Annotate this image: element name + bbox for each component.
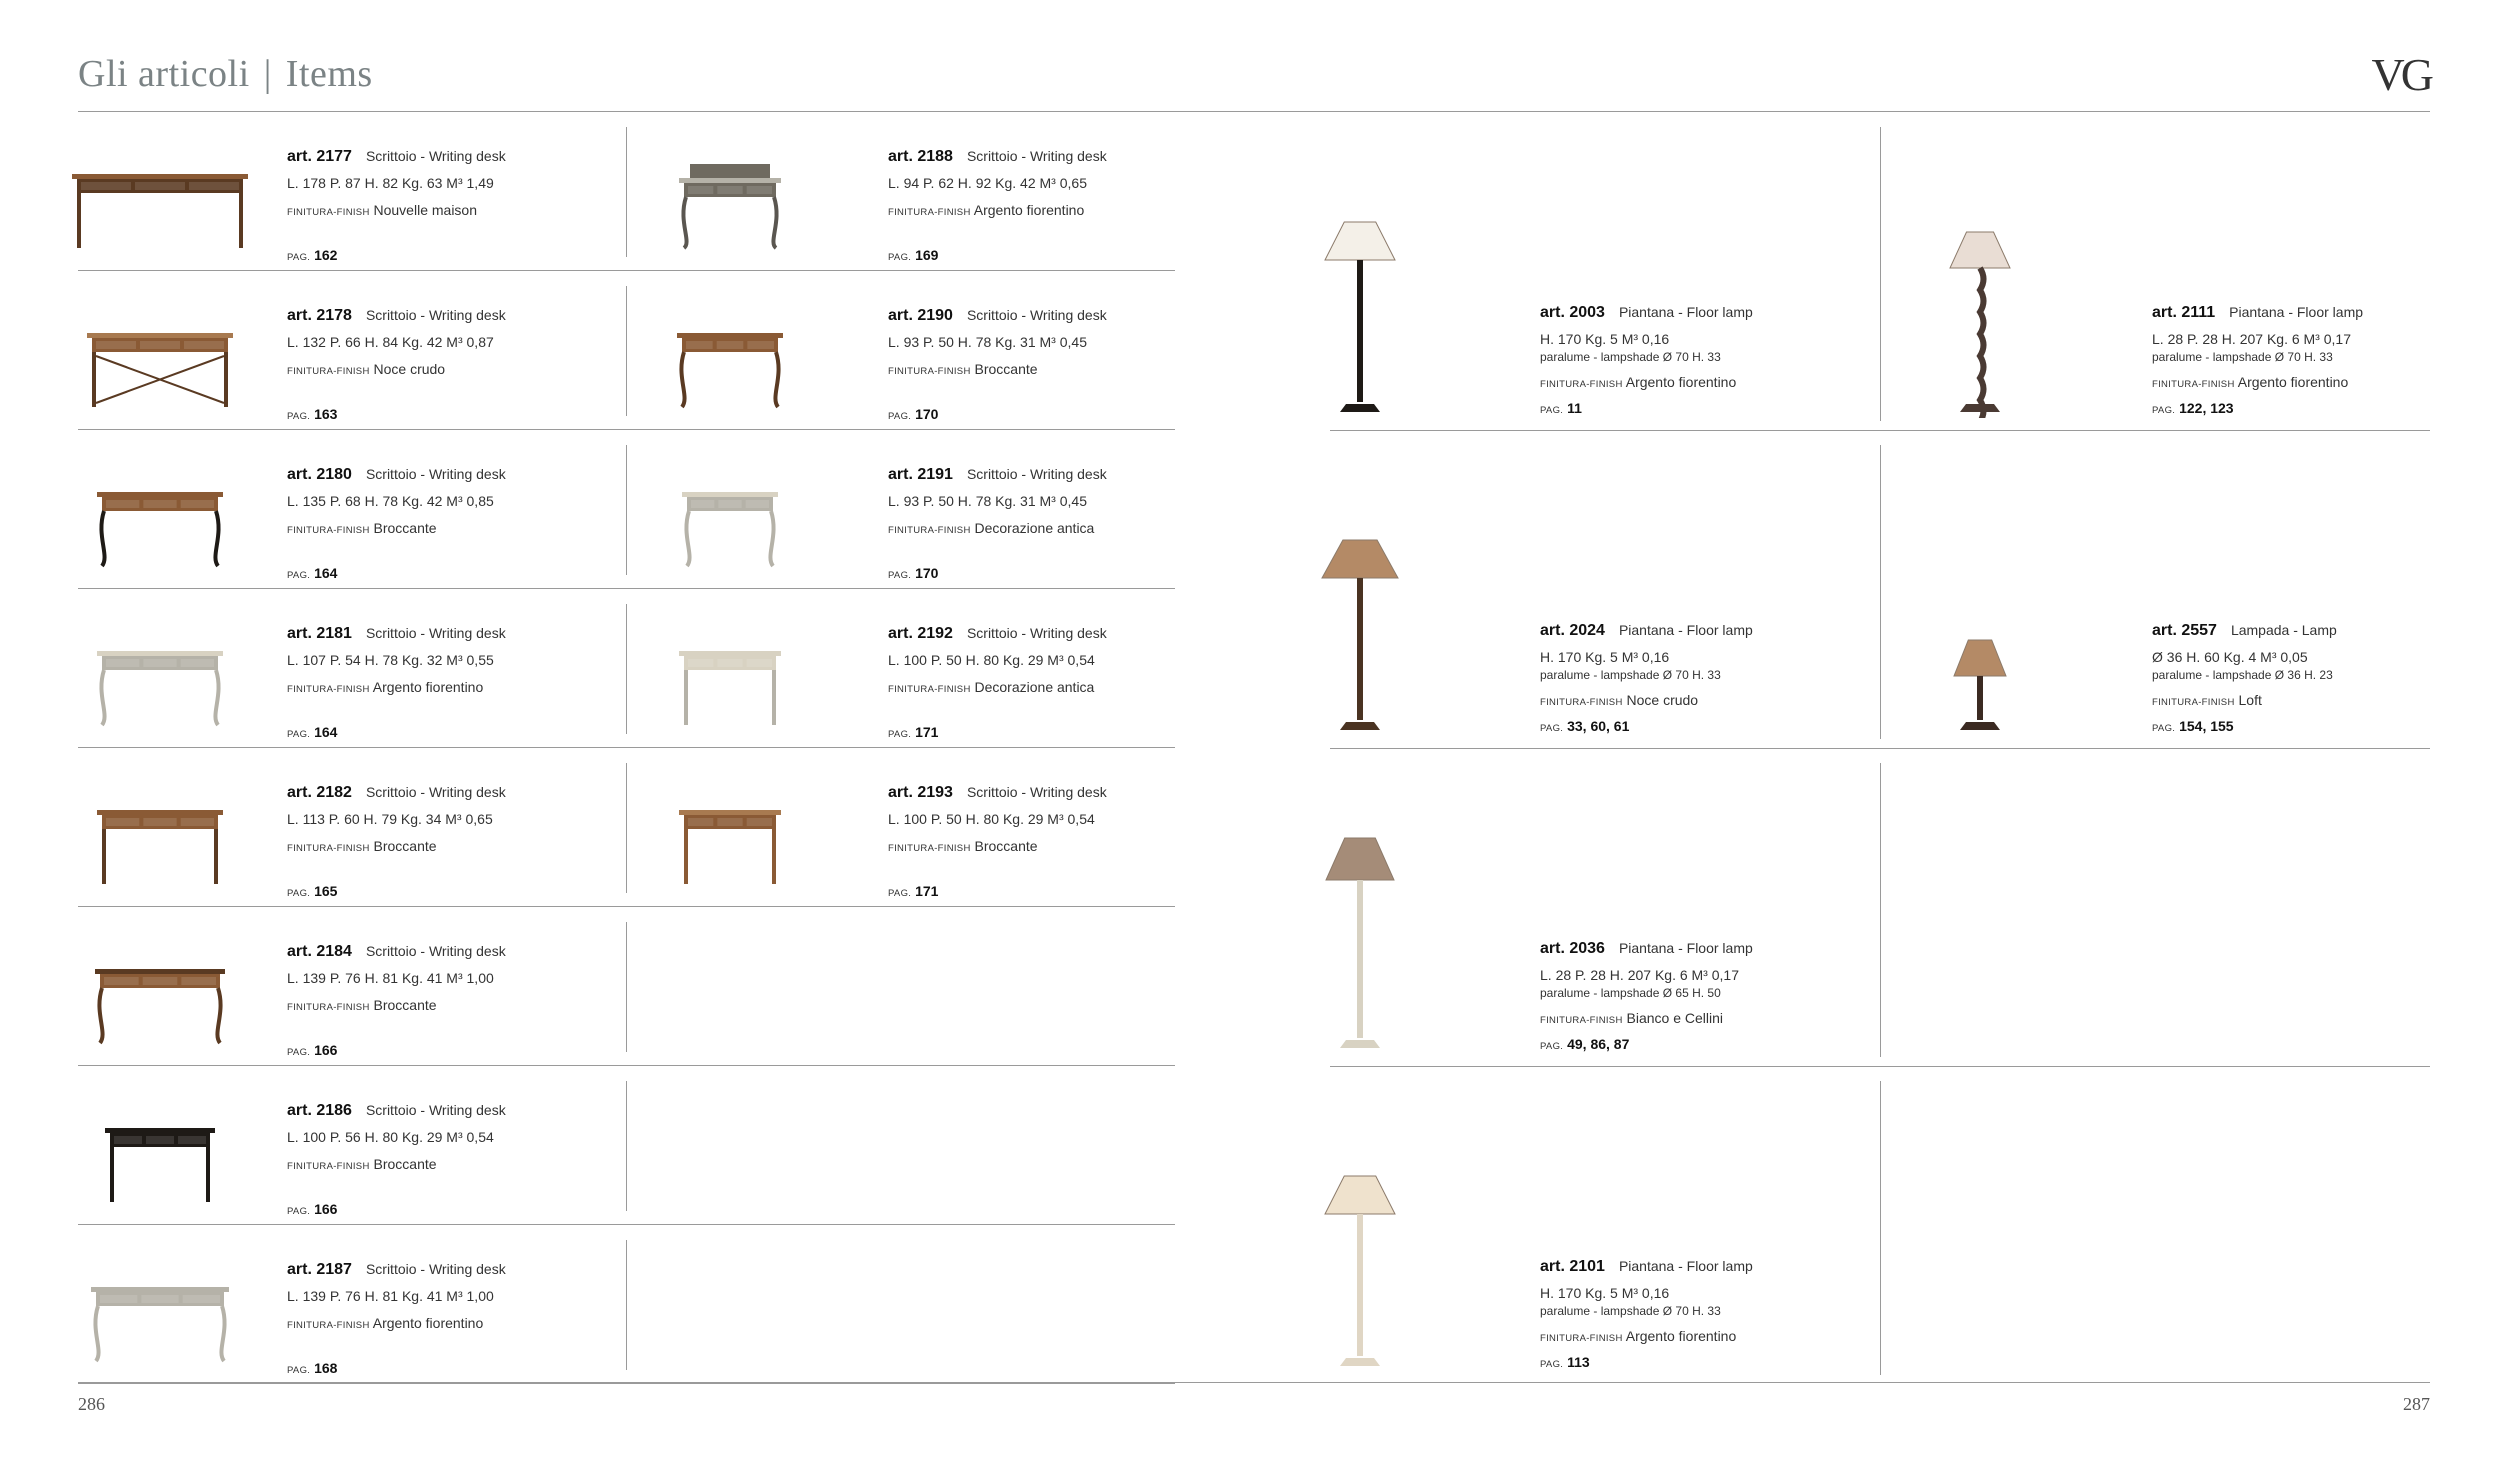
article-description: Scrittoio - Writing desk (365, 307, 506, 323)
writing-desk-image (640, 792, 820, 892)
catalog-page-ref (1540, 1354, 1590, 1370)
writing-desk-image (640, 315, 820, 415)
article-finish (287, 997, 437, 1013)
column-divider (626, 922, 627, 1052)
catalog-page-ref (287, 247, 337, 263)
pag-value: 163 (314, 406, 338, 422)
article-description: Scrittoio - Writing desk (365, 1102, 506, 1118)
article-number: art. 2178 (287, 307, 352, 324)
pag-label: PAG. (1540, 723, 1564, 734)
lampshade-size: paralume - lampshade Ø 70 H. 33 (2152, 350, 2333, 364)
desk-thumbnail (70, 1110, 250, 1215)
pag-value: 171 (915, 724, 939, 740)
page-number-right: 287 (2403, 1394, 2430, 1414)
article-number: art. 2557 (2152, 622, 2217, 639)
article-description: Scrittoio - Writing desk (365, 1261, 506, 1277)
article-finish (287, 202, 477, 218)
desk-title (888, 307, 1107, 325)
pag-label: PAG. (287, 252, 311, 263)
article-description: Scrittoio - Writing desk (365, 148, 506, 164)
desk-title (287, 466, 506, 484)
lamp-thumbnail (1925, 506, 2035, 741)
lamp-title (1540, 940, 1753, 958)
row-divider (78, 1224, 1175, 1225)
article-description: Scrittoio - Writing desk (966, 148, 1107, 164)
desk-thumbnail (70, 474, 250, 579)
article-dimensions: H. 170 Kg. 5 M³ 0,16 (1540, 331, 1670, 347)
article-description: Scrittoio - Writing desk (966, 466, 1107, 482)
finish-label: FINITURA-FINISH (1540, 1333, 1623, 1344)
catalog-page-ref (888, 247, 938, 263)
article-number: art. 2101 (1540, 1258, 1605, 1275)
catalog-page-ref (2152, 718, 2234, 734)
article-description: Scrittoio - Writing desk (365, 784, 506, 800)
writing-desk-image (640, 474, 820, 574)
writing-desk-image (70, 474, 250, 574)
article-number: art. 2192 (888, 625, 953, 642)
pag-value: 164 (314, 724, 338, 740)
pag-value: 113 (1567, 1354, 1590, 1370)
article-number: art. 2036 (1540, 940, 1605, 957)
floor-lamp-image (1305, 188, 1415, 418)
article-finish (1540, 692, 1698, 708)
finish-label: FINITURA-FINISH (888, 843, 971, 854)
desk-title (888, 466, 1107, 484)
pag-label: PAG. (287, 1206, 311, 1217)
article-number: art. 2190 (888, 307, 953, 324)
desk-thumbnail (70, 156, 250, 261)
catalog-page-ref (1540, 400, 1582, 416)
column-divider (626, 1240, 627, 1370)
desk-title (287, 307, 506, 325)
finish-label: FINITURA-FINISH (888, 525, 971, 536)
catalog-page-ref (287, 883, 337, 899)
article-finish (888, 679, 1094, 695)
finish-value: Decorazione antica (974, 679, 1095, 695)
finish-label: FINITURA-FINISH (2152, 697, 2235, 708)
desk-thumbnail (640, 156, 820, 261)
catalog-page-ref (287, 1360, 337, 1376)
desk-thumbnail (640, 633, 820, 738)
article-finish (888, 520, 1094, 536)
article-description: Piantana - Floor lamp (1618, 304, 1753, 320)
footer-rule (78, 1382, 2430, 1383)
desk-thumbnail (70, 792, 250, 897)
article-dimensions: L. 93 P. 50 H. 78 Kg. 31 M³ 0,45 (888, 334, 1087, 350)
lamp-title (1540, 1258, 1753, 1276)
column-divider (626, 604, 627, 734)
pag-value: 170 (915, 406, 939, 422)
header-rule (78, 111, 2430, 112)
finish-value: Broccante (373, 997, 437, 1013)
writing-desk-image (640, 156, 820, 256)
finish-value: Broccante (974, 838, 1038, 854)
article-dimensions: L. 28 P. 28 H. 207 Kg. 6 M³ 0,17 (2152, 331, 2351, 347)
desk-title (888, 148, 1107, 166)
pag-label: PAG. (287, 570, 311, 581)
title-separator: | (263, 53, 272, 95)
desk-thumbnail (70, 315, 250, 420)
finish-value: Noce crudo (373, 361, 446, 377)
finish-value: Argento fiorentino (973, 202, 1085, 218)
finish-label: FINITURA-FINISH (287, 843, 370, 854)
article-number: art. 2024 (1540, 622, 1605, 639)
finish-label: FINITURA-FINISH (287, 207, 370, 218)
desk-thumbnail (70, 633, 250, 738)
desk-thumbnail (70, 1269, 250, 1374)
finish-value: Bianco e Cellini (1626, 1010, 1723, 1026)
finish-label: FINITURA-FINISH (1540, 1015, 1623, 1026)
article-finish (287, 679, 483, 695)
row-divider (78, 906, 1175, 907)
title-english: Items (285, 53, 373, 95)
lamp-thumbnail (1305, 824, 1415, 1059)
article-number: art. 2181 (287, 625, 352, 642)
catalog-page-ref (1540, 1036, 1629, 1052)
finish-label: FINITURA-FINISH (287, 1320, 370, 1331)
article-dimensions: L. 94 P. 62 H. 92 Kg. 42 M³ 0,65 (888, 175, 1087, 191)
column-divider (1880, 1081, 1881, 1375)
pag-label: PAG. (287, 411, 311, 422)
lampshade-size: paralume - lampshade Ø 36 H. 23 (2152, 668, 2333, 682)
catalog-page-ref (888, 565, 938, 581)
article-dimensions: L. 135 P. 68 H. 78 Kg. 42 M³ 0,85 (287, 493, 494, 509)
column-divider (626, 445, 627, 575)
finish-label: FINITURA-FINISH (287, 1002, 370, 1013)
finish-label: FINITURA-FINISH (888, 366, 971, 377)
row-divider (78, 1065, 1175, 1066)
row-divider (1330, 430, 2430, 431)
floor-lamp-image (1305, 506, 1415, 736)
writing-desk-image (70, 951, 250, 1051)
catalog-page-ref (2152, 400, 2234, 416)
column-divider (626, 1081, 627, 1211)
finish-label: FINITURA-FINISH (287, 366, 370, 377)
floor-lamp-image (1305, 824, 1415, 1054)
article-number: art. 2180 (287, 466, 352, 483)
finish-value: Broccante (373, 1156, 437, 1172)
finish-value: Broccante (373, 838, 437, 854)
pag-value: 154, 155 (2179, 718, 2234, 734)
writing-desk-image (70, 315, 250, 415)
writing-desk-image (640, 633, 820, 733)
column-divider (1880, 445, 1881, 739)
finish-value: Argento fiorentino (372, 1315, 484, 1331)
article-finish (888, 202, 1084, 218)
desk-title (287, 943, 506, 961)
writing-desk-image (70, 156, 250, 256)
article-number: art. 2177 (287, 148, 352, 165)
article-number: art. 2191 (888, 466, 953, 483)
finish-label: FINITURA-FINISH (1540, 379, 1623, 390)
finish-value: Argento fiorentino (1625, 1328, 1737, 1344)
pag-value: 122, 123 (2179, 400, 2234, 416)
pag-value: 166 (314, 1042, 338, 1058)
article-description: Piantana - Floor lamp (1618, 622, 1753, 638)
finish-label: FINITURA-FINISH (287, 525, 370, 536)
page-number-left: 286 (78, 1394, 105, 1414)
pag-label: PAG. (888, 729, 912, 740)
lampshade-size: paralume - lampshade Ø 70 H. 33 (1540, 350, 1721, 364)
article-description: Scrittoio - Writing desk (966, 625, 1107, 641)
lampshade-size: paralume - lampshade Ø 70 H. 33 (1540, 668, 1721, 682)
writing-desk-image (70, 1269, 250, 1369)
article-number: art. 2187 (287, 1261, 352, 1278)
article-finish (2152, 374, 2348, 390)
article-dimensions: L. 107 P. 54 H. 78 Kg. 32 M³ 0,55 (287, 652, 494, 668)
finish-label: FINITURA-FINISH (287, 1161, 370, 1172)
row-divider (1330, 1066, 2430, 1067)
article-finish (1540, 374, 1736, 390)
article-number: art. 2188 (888, 148, 953, 165)
row-divider (1330, 748, 2430, 749)
pag-label: PAG. (2152, 405, 2176, 416)
pag-label: PAG. (287, 888, 311, 899)
pag-label: PAG. (2152, 723, 2176, 734)
pag-value: 33, 60, 61 (1567, 718, 1630, 734)
title-italian: Gli articoli (78, 53, 250, 95)
finish-label: FINITURA-FINISH (1540, 697, 1623, 708)
finish-value: Nouvelle maison (373, 202, 477, 218)
desk-title (287, 148, 506, 166)
desk-thumbnail (70, 951, 250, 1056)
floor-lamp-image (1305, 1142, 1415, 1372)
column-divider (1880, 763, 1881, 1057)
finish-value: Argento fiorentino (2237, 374, 2349, 390)
finish-label: FINITURA-FINISH (888, 207, 971, 218)
desk-thumbnail (640, 474, 820, 579)
catalog-page-ref (888, 724, 938, 740)
catalog-page-ref (287, 406, 337, 422)
pag-value: 164 (314, 565, 338, 581)
article-number: art. 2186 (287, 1102, 352, 1119)
catalog-page-ref (287, 724, 337, 740)
article-description: Scrittoio - Writing desk (966, 307, 1107, 323)
desk-title (888, 784, 1107, 802)
article-number: art. 2003 (1540, 304, 1605, 321)
row-divider (78, 429, 1175, 430)
finish-label: FINITURA-FINISH (888, 684, 971, 695)
floor-lamp-image (1925, 188, 2035, 418)
desk-title (287, 784, 506, 802)
desk-thumbnail (640, 792, 820, 897)
lampshade-size: paralume - lampshade Ø 70 H. 33 (1540, 1304, 1721, 1318)
pag-value: 165 (314, 883, 338, 899)
lampshade-size: paralume - lampshade Ø 65 H. 50 (1540, 986, 1721, 1000)
pag-label: PAG. (287, 1047, 311, 1058)
desk-title (287, 1102, 506, 1120)
article-finish (888, 838, 1038, 854)
column-divider (626, 127, 627, 257)
desk-title (287, 625, 506, 643)
article-dimensions: L. 100 P. 50 H. 80 Kg. 29 M³ 0,54 (888, 652, 1095, 668)
pag-value: 168 (314, 1360, 338, 1376)
row-divider (78, 588, 1175, 589)
column-divider (1880, 127, 1881, 421)
article-finish (1540, 1328, 1736, 1344)
article-description: Lampada - Lamp (2230, 622, 2337, 638)
article-dimensions: L. 93 P. 50 H. 78 Kg. 31 M³ 0,45 (888, 493, 1087, 509)
article-finish (287, 1156, 437, 1172)
article-dimensions: Ø 36 H. 60 Kg. 4 M³ 0,05 (2152, 649, 2308, 665)
article-dimensions: L. 100 P. 50 H. 80 Kg. 29 M³ 0,54 (888, 811, 1095, 827)
finish-label: FINITURA-FINISH (287, 684, 370, 695)
catalog-page-ref (287, 1201, 337, 1217)
article-number: art. 2111 (2152, 304, 2216, 321)
writing-desk-image (70, 633, 250, 733)
row-divider (78, 270, 1175, 271)
lamp-thumbnail (1305, 1142, 1415, 1377)
brand-logo: VG (2371, 49, 2430, 100)
article-dimensions: L. 28 P. 28 H. 207 Kg. 6 M³ 0,17 (1540, 967, 1739, 983)
catalog-page-ref (1540, 718, 1629, 734)
pag-label: PAG. (888, 888, 912, 899)
pag-value: 171 (915, 883, 939, 899)
desk-title (287, 1261, 506, 1279)
writing-desk-image (70, 1110, 250, 1210)
row-divider (78, 747, 1175, 748)
pag-value: 170 (915, 565, 939, 581)
pag-value: 169 (915, 247, 939, 263)
finish-value: Loft (2238, 692, 2262, 708)
catalog-page-ref (888, 883, 938, 899)
column-divider (626, 286, 627, 416)
article-description: Scrittoio - Writing desk (966, 784, 1107, 800)
article-finish (287, 361, 445, 377)
pag-label: PAG. (1540, 1041, 1564, 1052)
article-dimensions: L. 178 P. 87 H. 82 Kg. 63 M³ 1,49 (287, 175, 494, 191)
article-finish (2152, 692, 2262, 708)
article-number: art. 2182 (287, 784, 352, 801)
article-finish (287, 520, 437, 536)
page-title (78, 52, 373, 96)
article-number: art. 2184 (287, 943, 352, 960)
pag-value: 162 (314, 247, 338, 263)
finish-label: FINITURA-FINISH (2152, 379, 2235, 390)
lamp-thumbnail (1305, 506, 1415, 741)
writing-desk-image (70, 792, 250, 892)
desk-title (888, 625, 1107, 643)
finish-value: Broccante (373, 520, 437, 536)
article-dimensions: H. 170 Kg. 5 M³ 0,16 (1540, 649, 1670, 665)
lamp-title (1540, 304, 1753, 322)
article-dimensions: L. 100 P. 56 H. 80 Kg. 29 M³ 0,54 (287, 1129, 494, 1145)
article-dimensions: L. 113 P. 60 H. 79 Kg. 34 M³ 0,65 (287, 811, 493, 827)
article-finish (888, 361, 1038, 377)
pag-label: PAG. (287, 1365, 311, 1376)
finish-value: Argento fiorentino (1625, 374, 1737, 390)
finish-value: Noce crudo (1626, 692, 1699, 708)
table-lamp-image (1925, 506, 2035, 736)
finish-value: Argento fiorentino (372, 679, 484, 695)
finish-value: Decorazione antica (974, 520, 1095, 536)
column-divider (626, 763, 627, 893)
finish-value: Broccante (974, 361, 1038, 377)
article-description: Scrittoio - Writing desk (365, 943, 506, 959)
lamp-thumbnail (1305, 188, 1415, 423)
lamp-thumbnail (1925, 188, 2035, 423)
catalog-page-ref (888, 406, 938, 422)
catalog-page-ref (287, 565, 337, 581)
article-description: Piantana - Floor lamp (2229, 304, 2364, 320)
pag-label: PAG. (888, 570, 912, 581)
article-description: Scrittoio - Writing desk (365, 625, 506, 641)
article-number: art. 2193 (888, 784, 953, 801)
article-description: Scrittoio - Writing desk (365, 466, 506, 482)
catalog-page-ref (287, 1042, 337, 1058)
desk-thumbnail (640, 315, 820, 420)
article-dimensions: L. 139 P. 76 H. 81 Kg. 41 M³ 1,00 (287, 1288, 494, 1304)
article-description: Piantana - Floor lamp (1618, 940, 1753, 956)
article-finish (287, 1315, 483, 1331)
article-finish (1540, 1010, 1723, 1026)
lamp-title (2152, 304, 2363, 322)
pag-label: PAG. (888, 252, 912, 263)
article-dimensions: L. 132 P. 66 H. 84 Kg. 42 M³ 0,87 (287, 334, 494, 350)
pag-label: PAG. (1540, 1359, 1564, 1370)
pag-label: PAG. (287, 729, 311, 740)
pag-value: 49, 86, 87 (1567, 1036, 1630, 1052)
lamp-title (2152, 622, 2337, 640)
article-dimensions: H. 170 Kg. 5 M³ 0,16 (1540, 1285, 1670, 1301)
article-dimensions: L. 139 P. 76 H. 81 Kg. 41 M³ 1,00 (287, 970, 494, 986)
lamp-title (1540, 622, 1753, 640)
pag-label: PAG. (888, 411, 912, 422)
pag-value: 11 (1567, 400, 1582, 416)
article-finish (287, 838, 437, 854)
pag-value: 166 (314, 1201, 338, 1217)
row-divider (78, 1383, 1175, 1384)
pag-label: PAG. (1540, 405, 1564, 416)
article-description: Piantana - Floor lamp (1618, 1258, 1753, 1274)
